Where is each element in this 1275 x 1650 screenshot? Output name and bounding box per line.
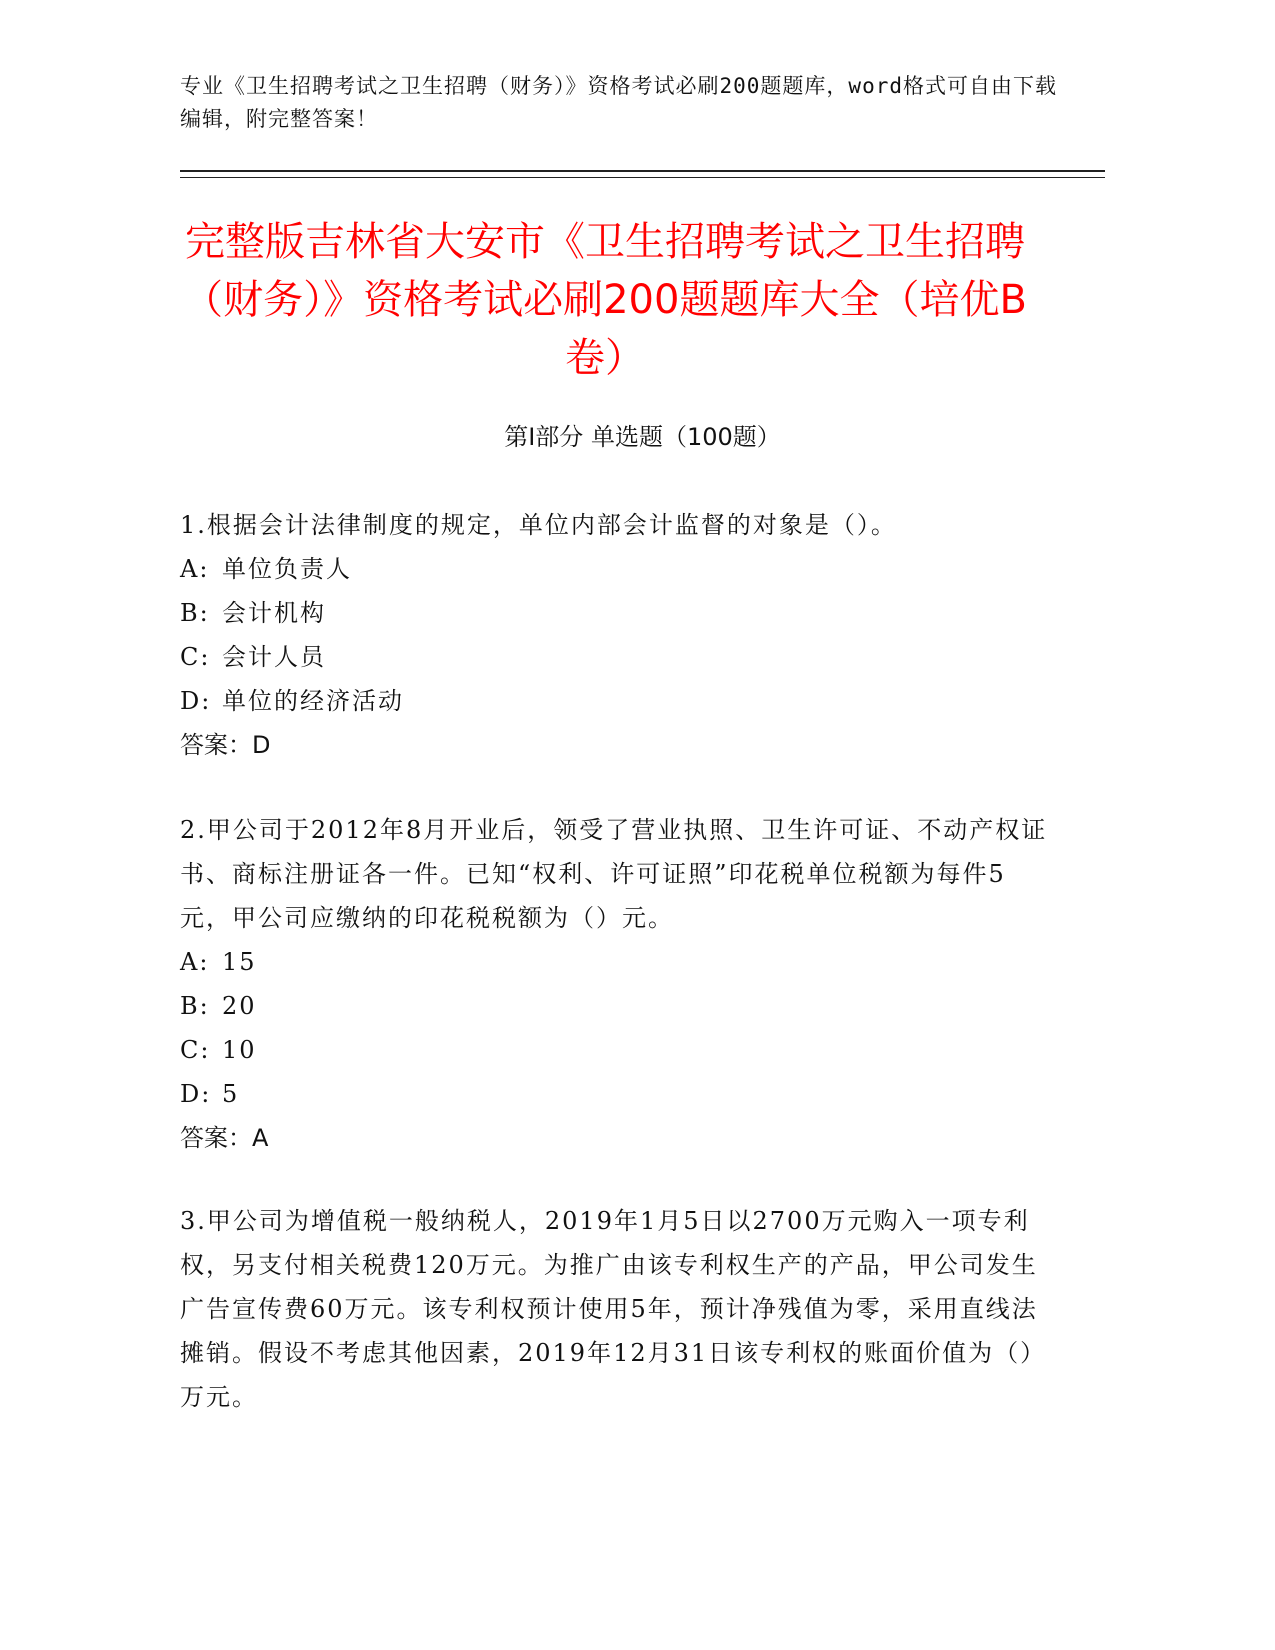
answer-line: 答案：D — [180, 731, 271, 759]
option-a — [180, 940, 1050, 984]
option-letter: A: — [180, 948, 210, 976]
question-2 — [180, 808, 1050, 1160]
option-text: 10 — [222, 1036, 257, 1064]
question-3 — [180, 1199, 1050, 1419]
option-a — [180, 547, 1050, 591]
question-stem: 1.根据会计法律制度的规定，单位内部会计监督的对象是（）。 — [180, 511, 897, 539]
option-d — [180, 1072, 1050, 1116]
answer-line: 答案：A — [180, 1124, 269, 1152]
option-letter: A: — [180, 555, 210, 583]
option-letter: C: — [180, 1036, 211, 1064]
question-stem: 3.甲公司为增值税一般纳税人，2019年1月5日以2700万元购入一项专利权，另支付相关税费120万元。为推广由该专利权生产的产品，甲公司发生广告宣传费60万元。该专利权预计使用5年，预计净残值为零，采用直线法摊销。假设不考虑其他因素，2019年12月31日该专利权的账面价值为（）万元。 — [180, 1207, 1047, 1411]
option-letter: C: — [180, 643, 211, 671]
option-b — [180, 591, 1050, 635]
question-1 — [180, 503, 1050, 767]
option-text: 单位的经济活动 — [222, 687, 404, 715]
section-heading: 第I部分 单选题（100题） — [504, 423, 781, 451]
option-letter: D: — [180, 687, 212, 715]
option-c — [180, 635, 1050, 679]
document-title: 完整版吉林省大安市《卫生招聘考试之卫生招聘（财务）》资格考试必刷200题题库大全（培优B卷） — [183, 219, 1027, 381]
option-text: 15 — [222, 948, 257, 976]
option-d — [180, 679, 1050, 723]
option-b — [180, 984, 1050, 1028]
option-letter: D: — [180, 1080, 212, 1108]
option-c — [180, 1028, 1050, 1072]
option-letter: B: — [180, 599, 210, 627]
header-note: 专业《卫生招聘考试之卫生招聘（财务）》资格考试必刷200题题库，word格式可自由下载编辑，附完整答案！ — [180, 74, 1057, 131]
option-text: 会计人员 — [222, 643, 326, 671]
header-divider-thick — [180, 170, 1105, 172]
question-stem: 2.甲公司于2012年8月开业后，领受了营业执照、卫生许可证、不动产权证书、商标注册证各一件。已知“权利、许可证照”印花税单位税额为每件5元，甲公司应缴纳的印花税税额为（）元。 — [180, 816, 1048, 932]
option-text: 20 — [222, 992, 257, 1020]
option-text: 会计机构 — [222, 599, 326, 627]
option-text: 单位负责人 — [222, 555, 352, 583]
header-divider-thin — [180, 177, 1105, 178]
option-text: 5 — [222, 1080, 240, 1108]
option-letter: B: — [180, 992, 210, 1020]
